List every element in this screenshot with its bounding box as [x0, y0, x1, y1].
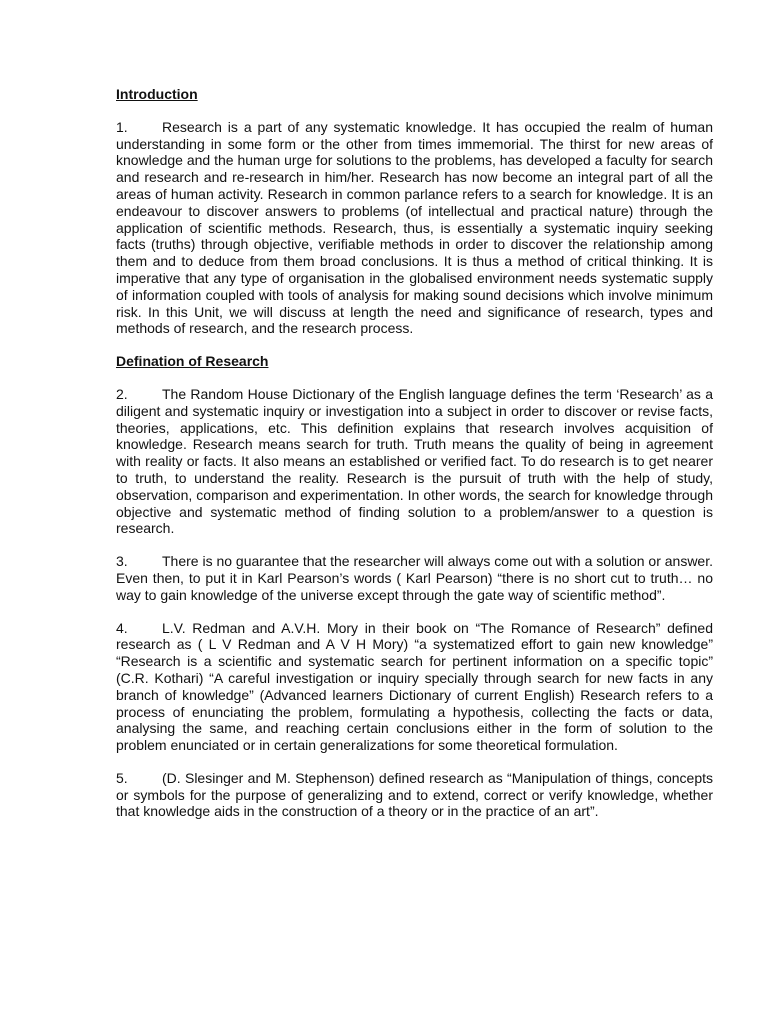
- paragraph-text: Research is a part of any systematic knowledge. It has occupied the realm of human understanding in some form or the other from times immemorial. The thirst for new areas of knowledge and the human urge for solutions to the problems, has developed a faculty for search and research and re-research in him/her. Research has now become an integral part of all the areas of human activity. Research in common parlance refers to a search for knowledge. It is an endeavour to discover answers to problems (of intellectual and practical nature) through the application of scientific methods. Research, thus, is essentially a systematic inquiry seeking facts (truths) through objective, verifiable methods in order to discover the relationship among them and to deduce from them broad conclusions. It is thus a method of critical thinking. It is imperative that any type of organisation in the globalised environment needs systematic supply of information coupled with tools of analysis for making sound decisions which involve minimum risk. In this Unit, we will discuss at length the need and significance of research, types and methods of research, and the research process.: [116, 118, 713, 337]
- paragraph-1: [116, 119, 713, 337]
- paragraph-2: [116, 386, 713, 537]
- paragraph-text: There is no guarantee that the researcher will always come out with a solution or answer. Even then, to put it in Karl Pearson’s words ( Karl Pearson) “there is no short cut to truth… no way to gain knowledge of the universe except through the gate way of scientific method”.: [116, 553, 713, 603]
- paragraph-4: [116, 620, 713, 754]
- paragraph-text: L.V. Redman and A.V.H. Mory in their book on “The Romance of Research” defined research as ( L V Redman and A V H Mory) “a systematized effort to gain new knowledge” “Research is a scientific and systematic search for pertinent information on a specific topic” (C.R. Kothari) “A careful investigation or inquiry specially through search for new facts in any branch of knowledge” (Advanced learners Dictionary of current English) Research refers to a process of enunciating the problem, formulating a hypothesis, collecting the facts or data, analysing the same, and reaching certain conclusions either in the form of solution to the problem enunciated or in certain generalizations for some theoretical formulation.: [116, 619, 713, 754]
- section-heading-definition: Defination of Research: [116, 353, 269, 370]
- section-heading-introduction: Introduction: [116, 86, 198, 102]
- paragraph-5: [116, 770, 713, 820]
- paragraph-number: 1.: [116, 118, 128, 135]
- paragraph-number: 3.: [116, 553, 128, 570]
- paragraph-number: 2.: [116, 385, 128, 402]
- paragraph-number: 4.: [116, 619, 128, 636]
- paragraph-3: [116, 553, 713, 603]
- paragraph-text: (D. Slesinger and M. Stephenson) defined research as “Manipulation of things, concepts or symbols for the purpose of generalizing and to extend, correct or verify knowledge, whether that knowledge aids in the construction of a theory or in the practice of an art”.: [116, 769, 713, 820]
- paragraph-number: 5.: [116, 769, 128, 786]
- paragraph-text: The Random House Dictionary of the English language defines the term ‘Research’ as a diligent and systematic inquiry or investigation into a subject in order to discover or revise facts, theories, applications, etc. This definition explains that research involves acquisition of knowledge. Research means search for truth. Truth means the quality of being in agreement with reality or facts. It also means an established or verified fact. To do research is to get nearer to truth, to understand the reality. Research is the pursuit of truth with the help of study, observation, comparison and experimentation. In other words, the search for knowledge through objective and systematic method of finding solution to a problem/answer to a question is research.: [116, 385, 713, 537]
- document-page: [116, 86, 713, 836]
